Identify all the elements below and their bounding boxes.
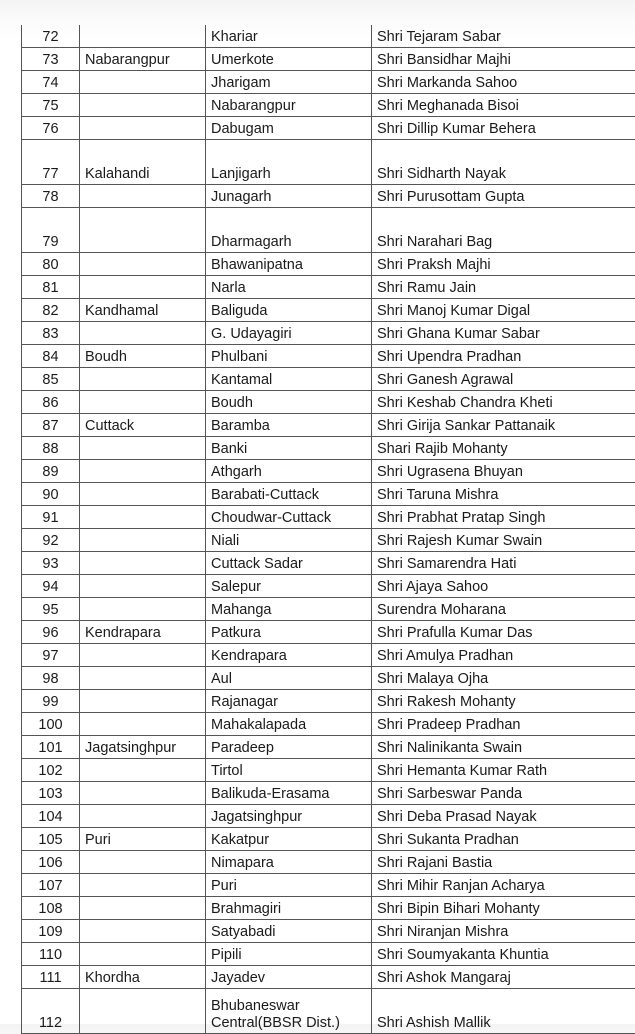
district-cell	[80, 276, 206, 299]
district-cell	[80, 529, 206, 552]
constituency-cell: Jagatsinghpur	[206, 805, 372, 828]
serial-number-cell: 112	[22, 989, 80, 1034]
candidate-name-cell: Shri Markanda Sahoo	[372, 71, 635, 94]
serial-number-cell: 79	[22, 208, 80, 253]
table-row	[22, 759, 635, 782]
table-row	[22, 736, 635, 759]
constituency-cell: Banki	[206, 437, 372, 460]
district-cell	[80, 805, 206, 828]
constituency-cell: Satyabadi	[206, 920, 372, 943]
serial-number-cell: 73	[22, 48, 80, 71]
constituency-cell: Rajanagar	[206, 690, 372, 713]
district-cell	[80, 897, 206, 920]
candidate-name-cell: Shri Pradeep Pradhan	[372, 713, 635, 736]
table-row	[22, 920, 635, 943]
serial-number-cell: 76	[22, 117, 80, 140]
candidate-name-cell: Surendra Moharana	[372, 598, 635, 621]
district-cell	[80, 437, 206, 460]
district-cell	[80, 253, 206, 276]
serial-number-cell: 89	[22, 460, 80, 483]
district-cell: Kandhamal	[80, 299, 206, 322]
candidate-name-cell: Shri Rajani Bastia	[372, 851, 635, 874]
candidate-name-cell: Shri Bansidhar Majhi	[372, 48, 635, 71]
candidate-name-cell: Shri Ashish Mallik	[372, 989, 635, 1034]
table-row	[22, 140, 635, 185]
district-cell	[80, 117, 206, 140]
candidate-name-cell: Shri Ghana Kumar Sabar	[372, 322, 635, 345]
candidate-name-cell: Shri Ashok Mangaraj	[372, 966, 635, 989]
constituency-cell: Lanjigarh	[206, 140, 372, 185]
candidate-list-table	[21, 25, 635, 1034]
serial-number-cell: 92	[22, 529, 80, 552]
table-row	[22, 966, 635, 989]
constituency-cell: Tirtol	[206, 759, 372, 782]
candidate-name-cell: Shri Prabhat Pratap Singh	[372, 506, 635, 529]
serial-number-cell: 75	[22, 94, 80, 117]
table-row	[22, 713, 635, 736]
table-row	[22, 25, 635, 48]
district-cell	[80, 759, 206, 782]
candidate-name-cell: Shri Soumyakanta Khuntia	[372, 943, 635, 966]
district-cell	[80, 575, 206, 598]
district-cell	[80, 644, 206, 667]
constituency-cell: Puri	[206, 874, 372, 897]
district-cell: Kalahandi	[80, 140, 206, 185]
constituency-cell: Nabarangpur	[206, 94, 372, 117]
table-row	[22, 897, 635, 920]
serial-number-cell: 102	[22, 759, 80, 782]
district-cell	[80, 506, 206, 529]
candidate-name-cell: Shri Bipin Bihari Mohanty	[372, 897, 635, 920]
constituency-cell: Mahakalapada	[206, 713, 372, 736]
constituency-line-1: Bhubaneswar	[211, 998, 371, 1015]
serial-number-cell: 82	[22, 299, 80, 322]
candidate-name-cell: Shri Sidharth Nayak	[372, 140, 635, 185]
serial-number-cell: 88	[22, 437, 80, 460]
district-cell: Nabarangpur	[80, 48, 206, 71]
serial-number-cell: 91	[22, 506, 80, 529]
table-row	[22, 529, 635, 552]
district-cell	[80, 322, 206, 345]
serial-number-cell: 83	[22, 322, 80, 345]
serial-number-cell: 111	[22, 966, 80, 989]
candidate-name-cell: Shri Mihir Ranjan Acharya	[372, 874, 635, 897]
candidate-name-cell: Shri Tejaram Sabar	[372, 25, 635, 48]
constituency-cell: Aul	[206, 667, 372, 690]
candidate-name-cell: Shri Niranjan Mishra	[372, 920, 635, 943]
candidate-name-cell: Shri Purusottam Gupta	[372, 185, 635, 208]
serial-number-cell: 110	[22, 943, 80, 966]
table-row	[22, 667, 635, 690]
district-cell	[80, 667, 206, 690]
district-cell	[80, 208, 206, 253]
district-cell: Kendrapara	[80, 621, 206, 644]
constituency-cell: Kantamal	[206, 368, 372, 391]
serial-number-cell: 106	[22, 851, 80, 874]
serial-number-cell: 78	[22, 185, 80, 208]
district-cell	[80, 368, 206, 391]
serial-number-cell: 94	[22, 575, 80, 598]
constituency-cell: Nimapara	[206, 851, 372, 874]
district-cell: Puri	[80, 828, 206, 851]
candidate-name-cell: Shri Nalinikanta Swain	[372, 736, 635, 759]
district-cell	[80, 185, 206, 208]
constituency-cell: Jharigam	[206, 71, 372, 94]
candidate-name-cell: Shri Dillip Kumar Behera	[372, 117, 635, 140]
table-row	[22, 851, 635, 874]
table-row	[22, 94, 635, 117]
constituency-cell: Niali	[206, 529, 372, 552]
district-cell	[80, 920, 206, 943]
constituency-cell: Athgarh	[206, 460, 372, 483]
table-row	[22, 437, 635, 460]
constituency-cell: Choudwar-Cuttack	[206, 506, 372, 529]
constituency-cell: Kendrapara	[206, 644, 372, 667]
district-cell	[80, 391, 206, 414]
constituency-cell: Baliguda	[206, 299, 372, 322]
table-row	[22, 621, 635, 644]
district-cell	[80, 94, 206, 117]
district-cell	[80, 782, 206, 805]
candidate-name-cell: Shri Praksh Majhi	[372, 253, 635, 276]
constituency-cell: Brahmagiri	[206, 897, 372, 920]
serial-number-cell: 85	[22, 368, 80, 391]
candidate-name-cell: Shri Ganesh Agrawal	[372, 368, 635, 391]
district-cell	[80, 874, 206, 897]
constituency-cell: Khariar	[206, 25, 372, 48]
constituency-cell: Junagarh	[206, 185, 372, 208]
constituency-cell: Baramba	[206, 414, 372, 437]
district-cell	[80, 598, 206, 621]
constituency-cell: Paradeep	[206, 736, 372, 759]
serial-number-cell: 97	[22, 644, 80, 667]
table-row	[22, 805, 635, 828]
candidate-name-cell: Shri Sukanta Pradhan	[372, 828, 635, 851]
table-row	[22, 644, 635, 667]
candidate-name-cell: Shri Rakesh Mohanty	[372, 690, 635, 713]
table-row	[22, 828, 635, 851]
serial-number-cell: 100	[22, 713, 80, 736]
constituency-cell: Dharmagarh	[206, 208, 372, 253]
candidate-name-cell: Shri Ramu Jain	[372, 276, 635, 299]
constituency-cell: Dabugam	[206, 117, 372, 140]
candidate-name-cell: Shri Prafulla Kumar Das	[372, 621, 635, 644]
district-cell	[80, 25, 206, 48]
table-row	[22, 690, 635, 713]
district-cell	[80, 943, 206, 966]
constituency-cell: Umerkote	[206, 48, 372, 71]
serial-number-cell: 109	[22, 920, 80, 943]
candidate-name-cell: Shri Hemanta Kumar Rath	[372, 759, 635, 782]
serial-number-cell: 90	[22, 483, 80, 506]
serial-number-cell: 74	[22, 71, 80, 94]
serial-number-cell: 95	[22, 598, 80, 621]
serial-number-cell: 93	[22, 552, 80, 575]
district-cell	[80, 460, 206, 483]
constituency-cell: Balikuda-Erasama	[206, 782, 372, 805]
table-row	[22, 874, 635, 897]
table-row	[22, 185, 635, 208]
serial-number-cell: 99	[22, 690, 80, 713]
table-row	[22, 71, 635, 94]
table-row	[22, 460, 635, 483]
constituency-line-2: Central(BBSR Dist.)	[211, 1015, 371, 1032]
table-row	[22, 253, 635, 276]
candidate-name-cell: Shri Ajaya Sahoo	[372, 575, 635, 598]
constituency-cell: G. Udayagiri	[206, 322, 372, 345]
table-body	[22, 25, 635, 1034]
table-row	[22, 345, 635, 368]
serial-number-cell: 105	[22, 828, 80, 851]
table-row	[22, 943, 635, 966]
candidate-name-cell: Shri Rajesh Kumar Swain	[372, 529, 635, 552]
table-row	[22, 368, 635, 391]
serial-number-cell: 108	[22, 897, 80, 920]
candidate-name-cell: Shri Manoj Kumar Digal	[372, 299, 635, 322]
serial-number-cell: 98	[22, 667, 80, 690]
constituency-cell: Jayadev	[206, 966, 372, 989]
constituency-cell: Pipili	[206, 943, 372, 966]
serial-number-cell: 80	[22, 253, 80, 276]
table-row	[22, 575, 635, 598]
constituency-cell: Phulbani	[206, 345, 372, 368]
constituency-cell: Kakatpur	[206, 828, 372, 851]
candidate-name-cell: Shri Amulya Pradhan	[372, 644, 635, 667]
constituency-cell: Boudh	[206, 391, 372, 414]
district-cell: Khordha	[80, 966, 206, 989]
candidate-name-cell: Shri Narahari Bag	[372, 208, 635, 253]
table-row	[22, 48, 635, 71]
constituency-cell: Mahanga	[206, 598, 372, 621]
district-cell	[80, 713, 206, 736]
serial-number-cell: 87	[22, 414, 80, 437]
candidate-name-cell: Shri Samarendra Hati	[372, 552, 635, 575]
serial-number-cell: 104	[22, 805, 80, 828]
candidate-name-cell: Shri Upendra Pradhan	[372, 345, 635, 368]
serial-number-cell: 81	[22, 276, 80, 299]
table-row	[22, 276, 635, 299]
district-cell	[80, 851, 206, 874]
district-cell	[80, 71, 206, 94]
candidate-name-cell: Shri Malaya Ojha	[372, 667, 635, 690]
district-cell	[80, 483, 206, 506]
district-cell: Cuttack	[80, 414, 206, 437]
constituency-cell: Salepur	[206, 575, 372, 598]
serial-number-cell: 96	[22, 621, 80, 644]
district-cell: Jagatsinghpur	[80, 736, 206, 759]
serial-number-cell: 72	[22, 25, 80, 48]
table-row	[22, 598, 635, 621]
constituency-cell: Narla	[206, 276, 372, 299]
district-cell: Boudh	[80, 345, 206, 368]
table-row	[22, 117, 635, 140]
table-row	[22, 391, 635, 414]
constituency-cell: Bhawanipatna	[206, 253, 372, 276]
serial-number-cell: 101	[22, 736, 80, 759]
serial-number-cell: 77	[22, 140, 80, 185]
candidate-name-cell: Shri Deba Prasad Nayak	[372, 805, 635, 828]
district-cell	[80, 690, 206, 713]
candidate-name-cell: Shri Taruna Mishra	[372, 483, 635, 506]
constituency-cell	[206, 989, 372, 1034]
candidate-name-cell: Shari Rajib Mohanty	[372, 437, 635, 460]
serial-number-cell: 103	[22, 782, 80, 805]
table-row	[22, 506, 635, 529]
serial-number-cell: 107	[22, 874, 80, 897]
candidate-name-cell: Shri Girija Sankar Pattanaik	[372, 414, 635, 437]
constituency-cell: Patkura	[206, 621, 372, 644]
candidate-name-cell: Shri Ugrasena Bhuyan	[372, 460, 635, 483]
candidate-name-cell: Shri Meghanada Bisoi	[372, 94, 635, 117]
table-row	[22, 299, 635, 322]
constituency-cell: Barabati-Cuttack	[206, 483, 372, 506]
candidate-name-cell: Shri Keshab Chandra Kheti	[372, 391, 635, 414]
serial-number-cell: 84	[22, 345, 80, 368]
district-cell	[80, 989, 206, 1034]
table-row	[22, 782, 635, 805]
table-row	[22, 483, 635, 506]
table-row	[22, 989, 635, 1034]
table-row	[22, 414, 635, 437]
table-row	[22, 322, 635, 345]
serial-number-cell: 86	[22, 391, 80, 414]
table-row	[22, 208, 635, 253]
table-row	[22, 552, 635, 575]
candidate-name-cell: Shri Sarbeswar Panda	[372, 782, 635, 805]
constituency-cell: Cuttack Sadar	[206, 552, 372, 575]
district-cell	[80, 552, 206, 575]
